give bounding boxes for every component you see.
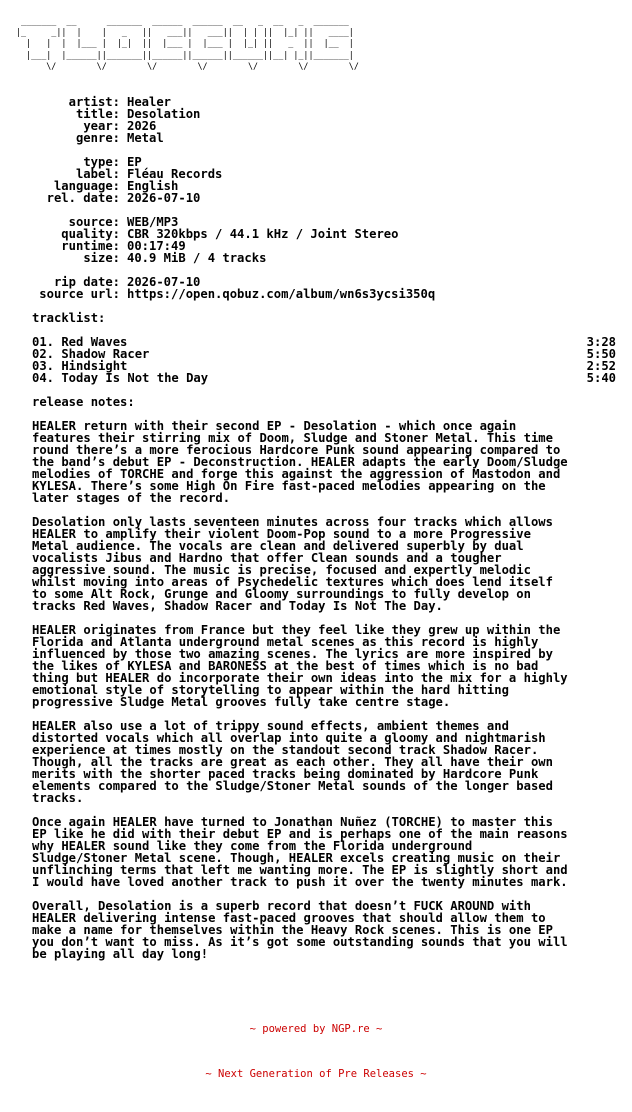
meta-key: runtime: <box>61 239 120 253</box>
meta-key: rip date: <box>53 275 120 289</box>
track-title: 04. Today Is Not the Day <box>32 371 209 385</box>
meta-value: 00:17:49 <box>127 239 186 253</box>
tracklist-heading: tracklist: <box>32 311 106 325</box>
meta-source-url <box>24 288 435 300</box>
track-time: 5:40 <box>586 371 616 385</box>
meta-key: source url: <box>39 287 120 301</box>
meta-key: language: <box>53 179 120 193</box>
meta-value: CBR 320kbps / 44.1 kHz / Joint Stereo <box>127 227 399 241</box>
footer-tagline: ~ Next Generation of Pre Releases ~ <box>205 1068 427 1080</box>
notes-paragraph: Desolation only lasts seventeen minutes across four tracks which allows HEALER to amplify their violent Doom-Pop sound to a more Progressive Metal audience. The vocals are clean and delivered superbly by dual vocalists Jibus and Hardno that offer Clean sounds and a tougher aggressive sound. The music is precise, focused and expertly melodic whilst moving into areas of Psychedelic textures which does lend itself to some Alt Rock, Grunge and Gloomy surroundings to fully develop on tracks Red Waves, Shadow Racer and Today Is Not The Day. <box>32 515 553 613</box>
notes-paragraph: HEALER originates from France but they feel like they grew up within the Florida and Atlanta underground metal scenes as this record is highly influenced by those two amazing scenes. The lyrics are more inspired by the likes of KYLESA and BARONESS at the best of times which is no bad thing but HEALER do incorporate their own ideas into the mix for a highly emotional style of storytelling to appear within the hard hitting progressive Sludge Metal grooves fully take centre stage. <box>32 623 568 709</box>
notes-paragraph: HEALER return with their second EP - Desolation - which once again features their stirring mix of Doom, Sludge and Stoner Metal. This time round there’s a more ferocious Hardcore Punk sound appearing compared to the band’s debut EP - Deconstruction. HEALER adapts the early Doom/Sludge melodies of TORCHE and forge this against the aggression of Mastodon and KYLESA. There’s some High On Fire fast-paced melodies appearing on the later stages of the record. <box>32 419 568 505</box>
meta-value: Metal <box>127 131 164 145</box>
footer <box>0 992 632 1112</box>
meta-value: 2026-07-10 <box>127 275 201 289</box>
ascii-logo: _______ __ _______ ______ ______ __ _ __ _ _______ |_ _|| | | _ || ___|| ___|| | | || |_| || ____| | | | |___ | |_| || |___ | |___ | |_| || _ || |__ | |___| |______||_______||______||______||______||__| |_||_______| \/ \/ \/ \/ \/ \/ \/ <box>16 16 359 71</box>
meta-key: source: <box>68 215 120 229</box>
notes-paragraph: Overall, Desolation is a superb record that doesn’t FUCK AROUND with HEALER delivering intense fast-paced grooves that should allow them to make a name for themselves within the Heavy Rock scenes. This is one EP you don’t want to miss. As it’s got some outstanding sounds that you will be playing all day long! <box>32 899 568 961</box>
meta-key: quality: <box>61 227 120 241</box>
meta-value: English <box>127 179 179 193</box>
track-time: 2:52 <box>586 359 616 373</box>
meta-key: type: <box>83 155 120 169</box>
meta-value: Desolation <box>127 107 201 121</box>
meta-key: label: <box>75 167 120 181</box>
release-metadata <box>24 96 435 300</box>
track-time: 3:28 <box>586 335 616 349</box>
source-url-link[interactable]: https://open.qobuz.com/album/wn6s3ycsi350q <box>127 287 436 301</box>
track-title: 03. Hindsight <box>32 359 128 373</box>
meta-value: 2026-07-10 <box>127 191 201 205</box>
meta-key: rel. date: <box>46 191 120 205</box>
tracklist <box>32 336 616 384</box>
meta-genre <box>24 132 435 144</box>
track-title: 02. Shadow Racer <box>32 347 150 361</box>
notes-paragraph: HEALER also use a lot of trippy sound effects, ambient themes and distorted vocals which all overlap into quite a gloomy and nightmarish experience at times mostly on the standout second track Shadow Racer. Though, all the tracks are great as each other. They all have their own merits with the shorter paced tracks being dominated by Hardcore Punk elements compared to the Sludge/Stoner Metal sounds of the longer based tracks. <box>32 719 553 805</box>
meta-value: EP <box>127 155 142 169</box>
meta-value: 2026 <box>127 119 157 133</box>
meta-value: Healer <box>127 95 172 109</box>
release-notes <box>32 420 622 972</box>
meta-key: size: <box>83 251 120 265</box>
notes-paragraph: Once again HEALER have turned to Jonathan Nuñez (TORCHE) to master this EP like he did with their debut EP and is perhaps one of the main reasons why HEALER sound like they come from the Florida underground Sludge/Stoner Metal scene. Though, HEALER excels creating music on their unflinching terms that left me wanting more. The EP is slightly short and I would have loved another track to push it over the twenty minutes mark. <box>32 815 568 889</box>
footer-powered-by[interactable]: ~ powered by NGP.re ~ <box>249 1023 383 1035</box>
track-time: 5:50 <box>586 347 616 361</box>
meta-key: title: <box>75 107 120 121</box>
meta-key: year: <box>83 119 120 133</box>
meta-value: Fléau Records <box>127 167 223 181</box>
meta-rel-date <box>24 192 435 204</box>
meta-key: artist: <box>68 95 120 109</box>
track-row <box>32 372 616 384</box>
release-notes-heading: release notes: <box>32 395 135 409</box>
meta-size <box>24 252 435 264</box>
track-title: 01. Red Waves <box>32 335 128 349</box>
meta-value: 40.9 MiB / 4 tracks <box>127 251 267 265</box>
meta-value: WEB/MP3 <box>127 215 179 229</box>
meta-key: genre: <box>75 131 120 145</box>
